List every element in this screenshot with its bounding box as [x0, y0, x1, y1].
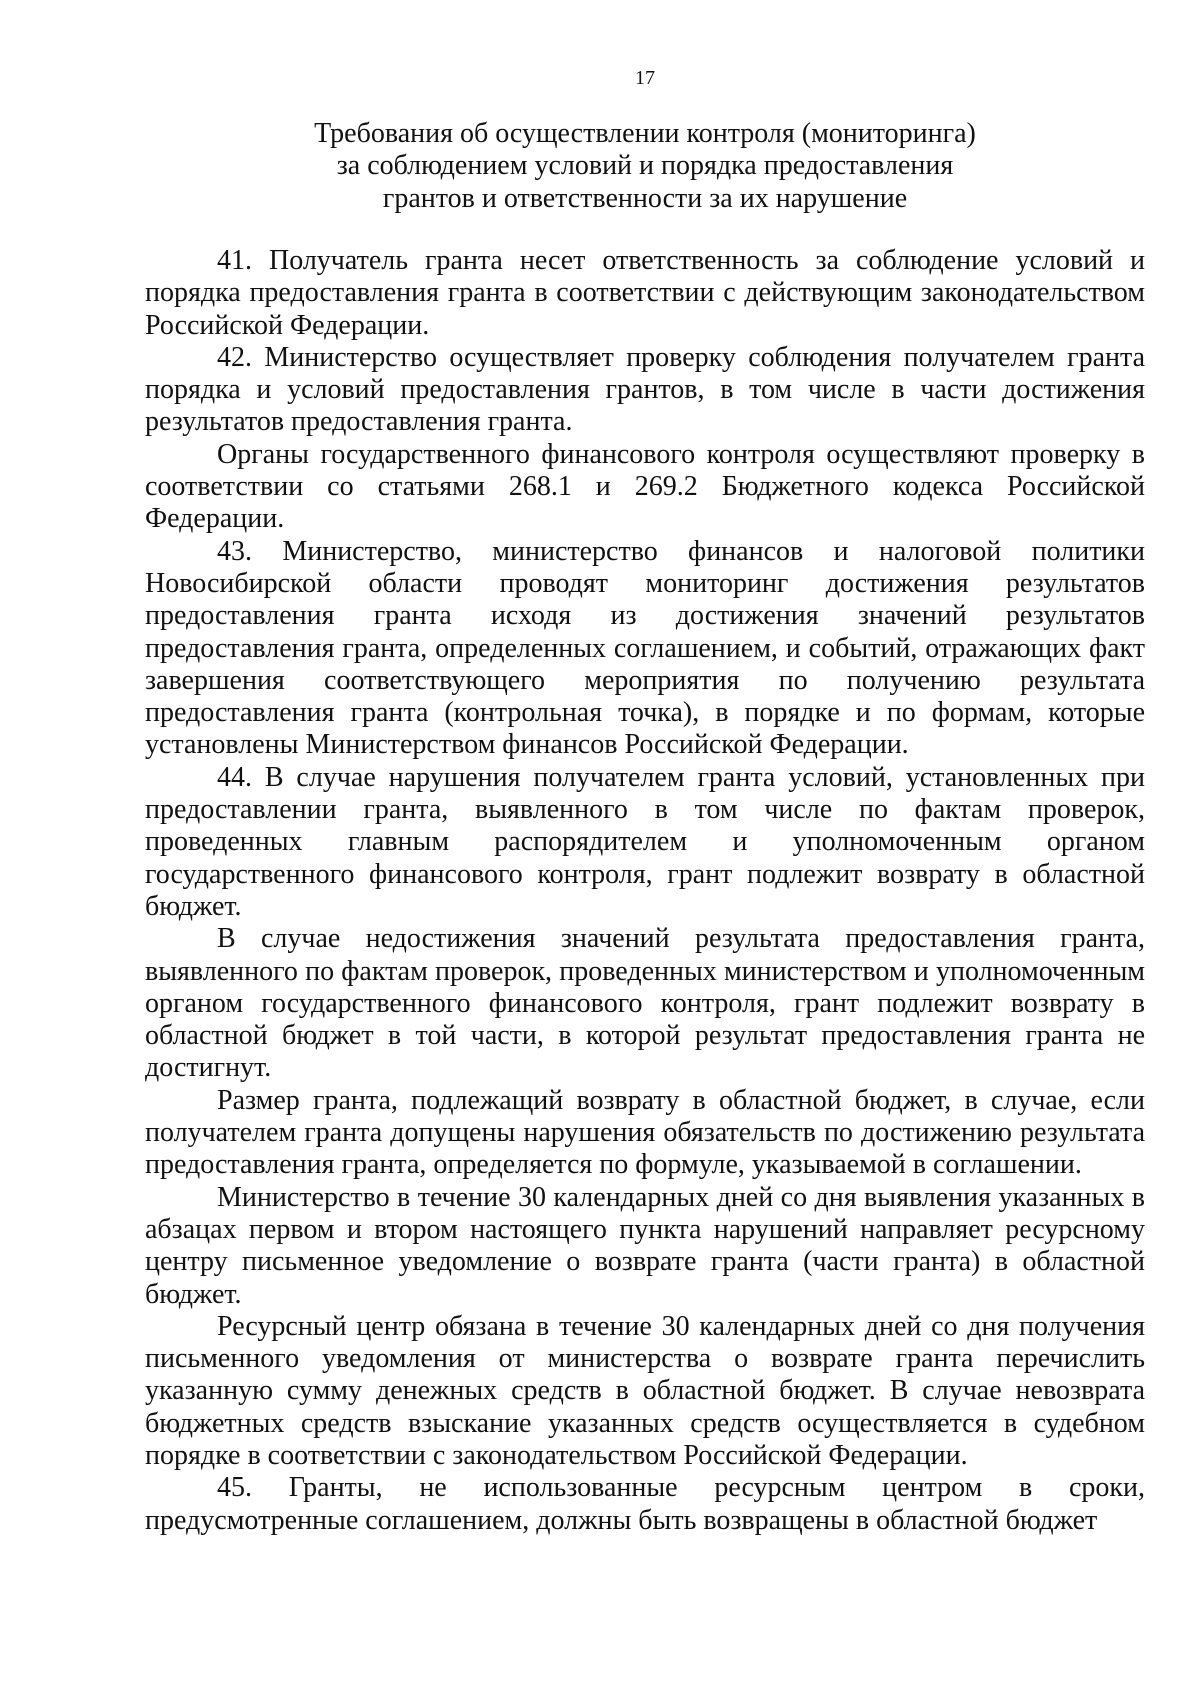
- paragraph-42: 42. Министерство осуществляет проверку соблюдения получателем гранта порядка и условий предоставления грантов, в том числе в части достижения результатов предоставления гранта.: [145, 341, 1145, 438]
- section-heading-line-3: грантов и ответственности за их нарушение: [382, 182, 908, 214]
- paragraph-43: 43. Министерство, министерство финансов и налоговой политики Новосибирской области проводят мониторинг достижения результатов предоставления гранта исходя из достижения значений результатов предоставления гранта, определенных соглашением, и событий, отражающих факт завершения соответствующего мероприятия по получению результата предоставления гранта (контрольная точка), в порядке и по формам, которые установлены Министерством финансов Российской Федерации.: [145, 535, 1145, 761]
- document-body: [145, 245, 1145, 1537]
- paragraph-44-notification: Министерство в течение 30 календарных дней со дня выявления указанных в абзацах первом и втором настоящего пункта нарушений направляет ресурсному центру письменное уведомление о возврате гранта (части гранта) в областной бюджет.: [145, 1181, 1145, 1310]
- section-heading-line-1: Требования об осуществлении контроля (мониторинга): [314, 118, 976, 149]
- paragraph-41: 41. Получатель гранта несет ответственность за соблюдение условий и порядка предоставления гранта в соответствии с действующим законодательством Российской Федерации.: [145, 245, 1145, 341]
- paragraph-44-non-achievement: В случае недостижения значений результата предоставления гранта, выявленного по фактам проверок, проведенных министерством и уполномоченным органом государственного финансового контроля, грант подлежит возврату в областной бюджет в той части, в которой результат предоставления гранта не достигнут.: [145, 923, 1145, 1084]
- section-heading: [145, 118, 1145, 215]
- paragraph-44: 44. В случае нарушения получателем гранта условий, установленных при предоставлении гранта, выявленного в том числе по фактам проверок, проведенных главным распорядителем и уполномоченным органом государственного финансового контроля, грант подлежит возврату в областной бюджет.: [145, 761, 1145, 922]
- paragraph-45: 45. Гранты, не использованные ресурсным центром в сроки, предусмотренные соглашением, должны быть возвращены в областной бюджет: [145, 1472, 1145, 1536]
- paragraph-42-financial-control: Органы государственного финансового контроля осуществляют проверку в соответствии со статьями 268.1 и 269.2 Бюджетного кодекса Российской Федерации.: [145, 438, 1145, 535]
- paragraph-44-refund-amount: Размер гранта, подлежащий возврату в областной бюджет, в случае, если получателем гранта допущены нарушения обязательств по достижению результата предоставления гранта, определяется по формуле, указываемой в соглашении.: [145, 1084, 1145, 1181]
- section-heading-line-2: за соблюдением условий и порядка предоставления: [336, 150, 954, 182]
- page-number: 17: [635, 67, 655, 89]
- paragraph-44-resource-center-refund: Ресурсный центр обязана в течение 30 календарных дней со дня получения письменного уведомления от министерства о возврате гранта перечислить указанную сумму денежных средств в областной бюджет. В случае невозврата бюджетных средств взыскание указанных средств осуществляется в судебном порядке в соответствии с законодательством Российской Федерации.: [145, 1310, 1145, 1471]
